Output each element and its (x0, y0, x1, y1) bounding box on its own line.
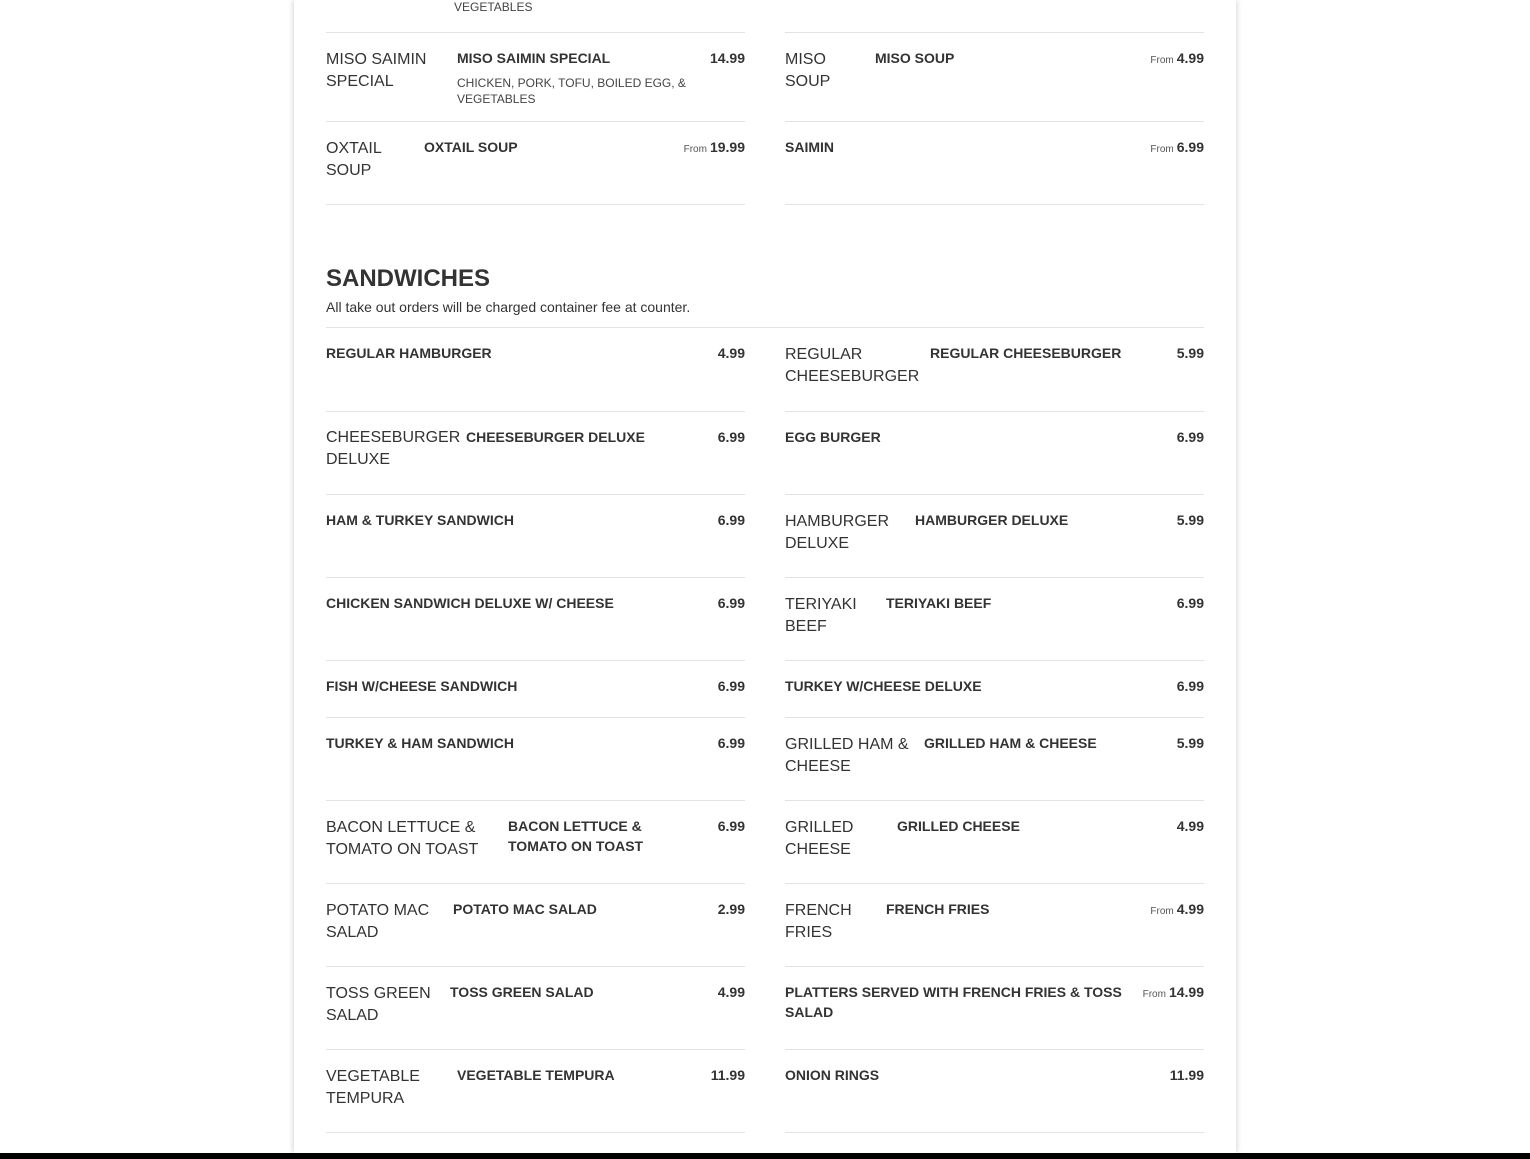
menu-item[interactable] (326, 328, 745, 412)
menu-item[interactable] (326, 122, 745, 205)
item-price: 6.99 (717, 678, 745, 694)
item-image[interactable]: VEGETABLE TEMPURA (326, 1068, 420, 1107)
item-price: 4.99 (717, 984, 745, 1000)
menu-item[interactable] (326, 718, 745, 801)
section-title: SANDWICHES (326, 265, 491, 292)
price-from-label: From (683, 144, 707, 155)
item-name[interactable]: FISH W/CHEESE SANDWICH (326, 678, 518, 694)
item-name[interactable]: REGULAR HAMBURGER (326, 345, 492, 361)
item-price: 6.99 (717, 735, 745, 751)
item-name[interactable]: TERIYAKI BEEF (886, 595, 992, 611)
item-name[interactable]: VEGETABLE TEMPURA (457, 1067, 615, 1083)
item-price: 6.99 (717, 429, 745, 445)
item-price: 6.99 (1176, 678, 1204, 694)
item-image[interactable]: TOSS GREEN SALAD (326, 985, 431, 1024)
item-price: 5.99 (1176, 345, 1204, 361)
menu-item[interactable] (326, 661, 745, 718)
item-name[interactable]: POTATO MAC SALAD (453, 901, 597, 917)
item-name[interactable]: EGG BURGER (785, 429, 881, 445)
item-price: 4.99 (1176, 818, 1204, 834)
menu-item[interactable] (326, 967, 745, 1050)
menu-item[interactable] (785, 661, 1204, 718)
item-name[interactable]: HAM & TURKEY SANDWICH (326, 512, 514, 528)
item-name[interactable]: CHEESEBURGER DELUXE (466, 429, 645, 445)
menu-item[interactable] (785, 412, 1204, 495)
item-price: 6.99 (1176, 595, 1204, 611)
item-price: 6.99 (1176, 429, 1204, 445)
item-name[interactable]: OXTAIL SOUP (424, 139, 518, 155)
menu-item[interactable] (785, 495, 1204, 578)
item-description: VEGETABLES (454, 0, 533, 14)
item-name[interactable]: GRILLED CHEESE (897, 818, 1020, 834)
menu-item-partial[interactable] (785, 0, 1204, 33)
item-image[interactable]: GRILLED HAM & CHEESE (785, 736, 909, 775)
item-image[interactable]: FRENCH FRIES (785, 902, 852, 941)
price-from-label: From (1150, 906, 1174, 917)
item-price: From 6.99 (1150, 139, 1204, 155)
item-name[interactable]: MISO SAIMIN SPECIAL (457, 50, 611, 66)
item-price: 11.99 (1169, 1067, 1204, 1083)
menu-item[interactable] (785, 1050, 1204, 1133)
menu-item[interactable] (326, 33, 745, 122)
price-from-label: From (1150, 55, 1174, 66)
menu-item[interactable] (326, 412, 745, 495)
menu-item[interactable] (785, 718, 1204, 801)
item-image[interactable]: POTATO MAC SALAD (326, 902, 430, 941)
item-price: From 14.99 (1142, 984, 1204, 1000)
item-price: 14.99 (709, 50, 745, 66)
menu-card (294, 0, 1236, 1153)
item-image[interactable]: REGULAR CHEESEBURGER (785, 346, 920, 385)
item-name[interactable]: ONION RINGS (785, 1067, 880, 1083)
menu-item[interactable] (326, 578, 745, 661)
price-from-label: From (1150, 144, 1174, 155)
menu-item[interactable] (785, 328, 1204, 412)
item-name[interactable]: TOSS GREEN SALAD (450, 984, 594, 1000)
item-name[interactable]: TURKEY W/CHEESE DELUXE (785, 678, 982, 694)
menu-item[interactable] (326, 495, 745, 578)
item-name[interactable]: SAIMIN (785, 139, 834, 155)
item-image[interactable]: GRILLED CHEESE (785, 819, 854, 858)
item-price: 6.99 (717, 818, 745, 834)
item-price: 4.99 (717, 345, 745, 361)
section-note: All take out orders will be charged container fee at counter. (326, 299, 691, 315)
item-name[interactable]: REGULAR CHEESEBURGER (930, 345, 1122, 361)
menu-item[interactable] (785, 122, 1204, 205)
item-name[interactable]: FRENCH FRIES (886, 901, 990, 917)
item-image[interactable]: MISO SAIMIN SPECIAL (326, 51, 427, 90)
menu-item[interactable] (785, 884, 1204, 967)
item-price: From 19.99 (683, 139, 745, 155)
item-image[interactable]: BACON LETTUCE & TOMATO ON TOAST (326, 819, 479, 858)
menu-item[interactable] (326, 884, 745, 967)
menu-item[interactable] (785, 967, 1204, 1050)
item-name[interactable]: CHICKEN SANDWICH DELUXE W/ CHEESE (326, 595, 614, 611)
item-price: 2.99 (717, 901, 745, 917)
item-price: From 4.99 (1150, 50, 1204, 66)
page-bottom-bar (0, 1153, 1530, 1159)
item-name[interactable]: TURKEY & HAM SANDWICH (326, 735, 514, 751)
menu-item[interactable] (326, 1050, 745, 1133)
item-image[interactable]: OXTAIL SOUP (326, 140, 382, 179)
item-name[interactable]: HAMBURGER DELUXE (915, 512, 1069, 528)
item-name[interactable]: PLATTERS SERVED WITH FRENCH FRIES & TOSS SALAD (785, 984, 1122, 1020)
item-image[interactable]: HAMBURGER DELUXE (785, 513, 890, 552)
item-name[interactable]: GRILLED HAM & CHEESE (924, 735, 1097, 751)
price-from-label: From (1142, 989, 1166, 1000)
item-price: From 4.99 (1150, 901, 1204, 917)
item-price: 6.99 (717, 595, 745, 611)
item-price: 11.99 (710, 1067, 745, 1083)
item-image[interactable]: TERIYAKI BEEF (785, 596, 857, 635)
item-price: 5.99 (1176, 735, 1204, 751)
menu-item[interactable] (326, 801, 745, 884)
menu-item[interactable] (785, 33, 1204, 122)
item-price: 6.99 (717, 512, 745, 528)
menu-item-partial[interactable] (326, 0, 745, 33)
menu-item[interactable] (785, 578, 1204, 661)
item-image[interactable]: CHEESEBURGER DELUXE (326, 429, 461, 468)
menu-item[interactable] (785, 801, 1204, 884)
item-name[interactable]: BACON LETTUCE & TOMATO ON TOAST (508, 818, 644, 854)
item-image[interactable]: MISO SOUP (785, 51, 831, 90)
item-price: 5.99 (1176, 512, 1204, 528)
item-name[interactable]: MISO SOUP (875, 50, 955, 66)
item-description: CHICKEN, PORK, TOFU, BOILED EGG, & VEGETABLES (457, 76, 686, 106)
